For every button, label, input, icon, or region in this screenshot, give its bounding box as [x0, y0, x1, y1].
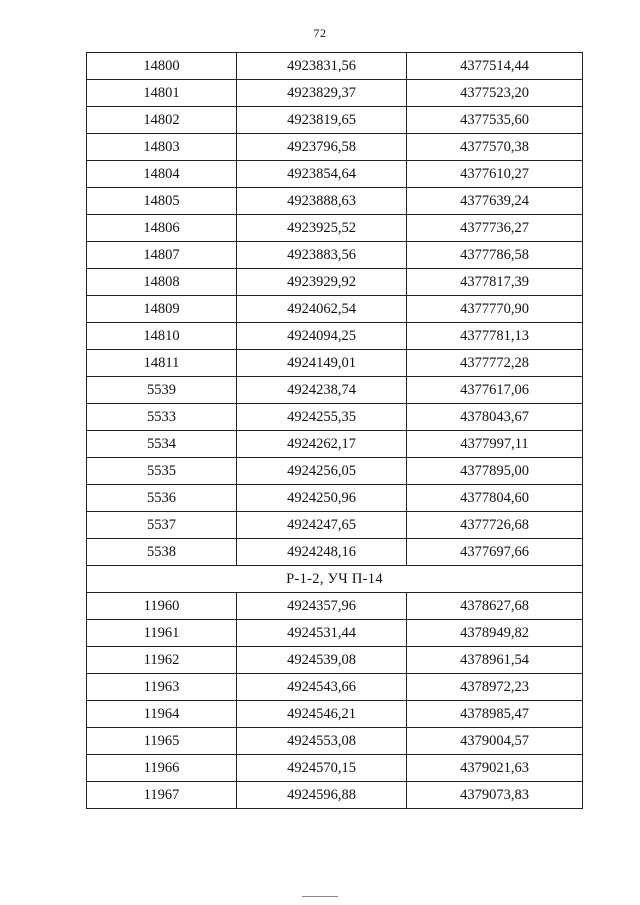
x-coordinate-cell: 4923796,58 — [237, 134, 407, 161]
table-row — [87, 215, 583, 242]
point-number-cell: 11963 — [87, 674, 237, 701]
table-row — [87, 188, 583, 215]
x-coordinate-cell: 4924553,08 — [237, 728, 407, 755]
point-number-cell: 5537 — [87, 512, 237, 539]
table-row — [87, 431, 583, 458]
y-coordinate-cell: 4378985,47 — [407, 701, 583, 728]
x-coordinate-cell: 4924570,15 — [237, 755, 407, 782]
x-coordinate-cell: 4923925,52 — [237, 215, 407, 242]
y-coordinate-cell: 4377697,66 — [407, 539, 583, 566]
x-coordinate-cell: 4924149,01 — [237, 350, 407, 377]
point-number-cell: 14807 — [87, 242, 237, 269]
y-coordinate-cell: 4377817,39 — [407, 269, 583, 296]
point-number-cell: 14803 — [87, 134, 237, 161]
x-coordinate-cell: 4924094,25 — [237, 323, 407, 350]
table-row — [87, 458, 583, 485]
point-number-cell: 14800 — [87, 53, 237, 80]
point-number-cell: 14805 — [87, 188, 237, 215]
x-coordinate-cell: 4923831,56 — [237, 53, 407, 80]
x-coordinate-cell: 4924357,96 — [237, 593, 407, 620]
y-coordinate-cell: 4377523,20 — [407, 80, 583, 107]
table-row — [87, 107, 583, 134]
coordinates-table-body — [87, 53, 583, 809]
x-coordinate-cell: 4924250,96 — [237, 485, 407, 512]
x-coordinate-cell: 4924255,35 — [237, 404, 407, 431]
y-coordinate-cell: 4377610,27 — [407, 161, 583, 188]
section-title: Р-1-2, УЧ П-14 — [87, 566, 583, 593]
x-coordinate-cell: 4924247,65 — [237, 512, 407, 539]
table-row — [87, 269, 583, 296]
table-row — [87, 782, 583, 809]
x-coordinate-cell: 4924262,17 — [237, 431, 407, 458]
point-number-cell: 5536 — [87, 485, 237, 512]
point-number-cell: 14802 — [87, 107, 237, 134]
y-coordinate-cell: 4377736,27 — [407, 215, 583, 242]
y-coordinate-cell: 4377786,58 — [407, 242, 583, 269]
y-coordinate-cell: 4377770,90 — [407, 296, 583, 323]
x-coordinate-cell: 4923829,37 — [237, 80, 407, 107]
point-number-cell: 14808 — [87, 269, 237, 296]
x-coordinate-cell: 4924248,16 — [237, 539, 407, 566]
table-row — [87, 620, 583, 647]
point-number-cell: 11966 — [87, 755, 237, 782]
x-coordinate-cell: 4924539,08 — [237, 647, 407, 674]
x-coordinate-cell: 4924596,88 — [237, 782, 407, 809]
table-row — [87, 323, 583, 350]
table-row — [87, 377, 583, 404]
table-row — [87, 161, 583, 188]
x-coordinate-cell: 4923929,92 — [237, 269, 407, 296]
table-row — [87, 134, 583, 161]
point-number-cell: 11967 — [87, 782, 237, 809]
x-coordinate-cell: 4924546,21 — [237, 701, 407, 728]
x-coordinate-cell: 4923883,56 — [237, 242, 407, 269]
y-coordinate-cell: 4377997,11 — [407, 431, 583, 458]
x-coordinate-cell: 4924531,44 — [237, 620, 407, 647]
point-number-cell: 11960 — [87, 593, 237, 620]
point-number-cell: 11962 — [87, 647, 237, 674]
table-row — [87, 296, 583, 323]
table-row — [87, 80, 583, 107]
y-coordinate-cell: 4377639,24 — [407, 188, 583, 215]
y-coordinate-cell: 4379073,83 — [407, 782, 583, 809]
table-row — [87, 674, 583, 701]
x-coordinate-cell: 4924256,05 — [237, 458, 407, 485]
y-coordinate-cell: 4377617,06 — [407, 377, 583, 404]
y-coordinate-cell: 4377570,38 — [407, 134, 583, 161]
table-row — [87, 647, 583, 674]
y-coordinate-cell: 4377781,13 — [407, 323, 583, 350]
y-coordinate-cell: 4377514,44 — [407, 53, 583, 80]
point-number-cell: 11961 — [87, 620, 237, 647]
point-number-cell: 14811 — [87, 350, 237, 377]
x-coordinate-cell: 4924062,54 — [237, 296, 407, 323]
y-coordinate-cell: 4377804,60 — [407, 485, 583, 512]
x-coordinate-cell: 4923819,65 — [237, 107, 407, 134]
table-row — [87, 485, 583, 512]
point-number-cell: 11964 — [87, 701, 237, 728]
section-header-row — [87, 566, 583, 593]
table-row — [87, 593, 583, 620]
point-number-cell: 14810 — [87, 323, 237, 350]
y-coordinate-cell: 4377726,68 — [407, 512, 583, 539]
point-number-cell: 5533 — [87, 404, 237, 431]
page-number: 72 — [313, 26, 327, 40]
page-bottom-mark — [302, 896, 338, 897]
coordinates-table — [86, 52, 583, 809]
table-row — [87, 53, 583, 80]
table-row — [87, 512, 583, 539]
point-number-cell: 5534 — [87, 431, 237, 458]
table-row — [87, 701, 583, 728]
y-coordinate-cell: 4377535,60 — [407, 107, 583, 134]
table-row — [87, 242, 583, 269]
point-number-cell: 11965 — [87, 728, 237, 755]
y-coordinate-cell: 4379021,63 — [407, 755, 583, 782]
point-number-cell: 14806 — [87, 215, 237, 242]
point-number-cell: 14809 — [87, 296, 237, 323]
point-number-cell: 14801 — [87, 80, 237, 107]
x-coordinate-cell: 4923888,63 — [237, 188, 407, 215]
table-row — [87, 728, 583, 755]
point-number-cell: 14804 — [87, 161, 237, 188]
point-number-cell: 5538 — [87, 539, 237, 566]
x-coordinate-cell: 4924238,74 — [237, 377, 407, 404]
point-number-cell: 5535 — [87, 458, 237, 485]
y-coordinate-cell: 4377772,28 — [407, 350, 583, 377]
y-coordinate-cell: 4378627,68 — [407, 593, 583, 620]
table-row — [87, 539, 583, 566]
table-row — [87, 755, 583, 782]
y-coordinate-cell: 4378949,82 — [407, 620, 583, 647]
x-coordinate-cell: 4923854,64 — [237, 161, 407, 188]
x-coordinate-cell: 4924543,66 — [237, 674, 407, 701]
point-number-cell: 5539 — [87, 377, 237, 404]
y-coordinate-cell: 4378961,54 — [407, 647, 583, 674]
y-coordinate-cell: 4377895,00 — [407, 458, 583, 485]
y-coordinate-cell: 4378972,23 — [407, 674, 583, 701]
table-row — [87, 404, 583, 431]
table-row — [87, 350, 583, 377]
y-coordinate-cell: 4379004,57 — [407, 728, 583, 755]
y-coordinate-cell: 4378043,67 — [407, 404, 583, 431]
